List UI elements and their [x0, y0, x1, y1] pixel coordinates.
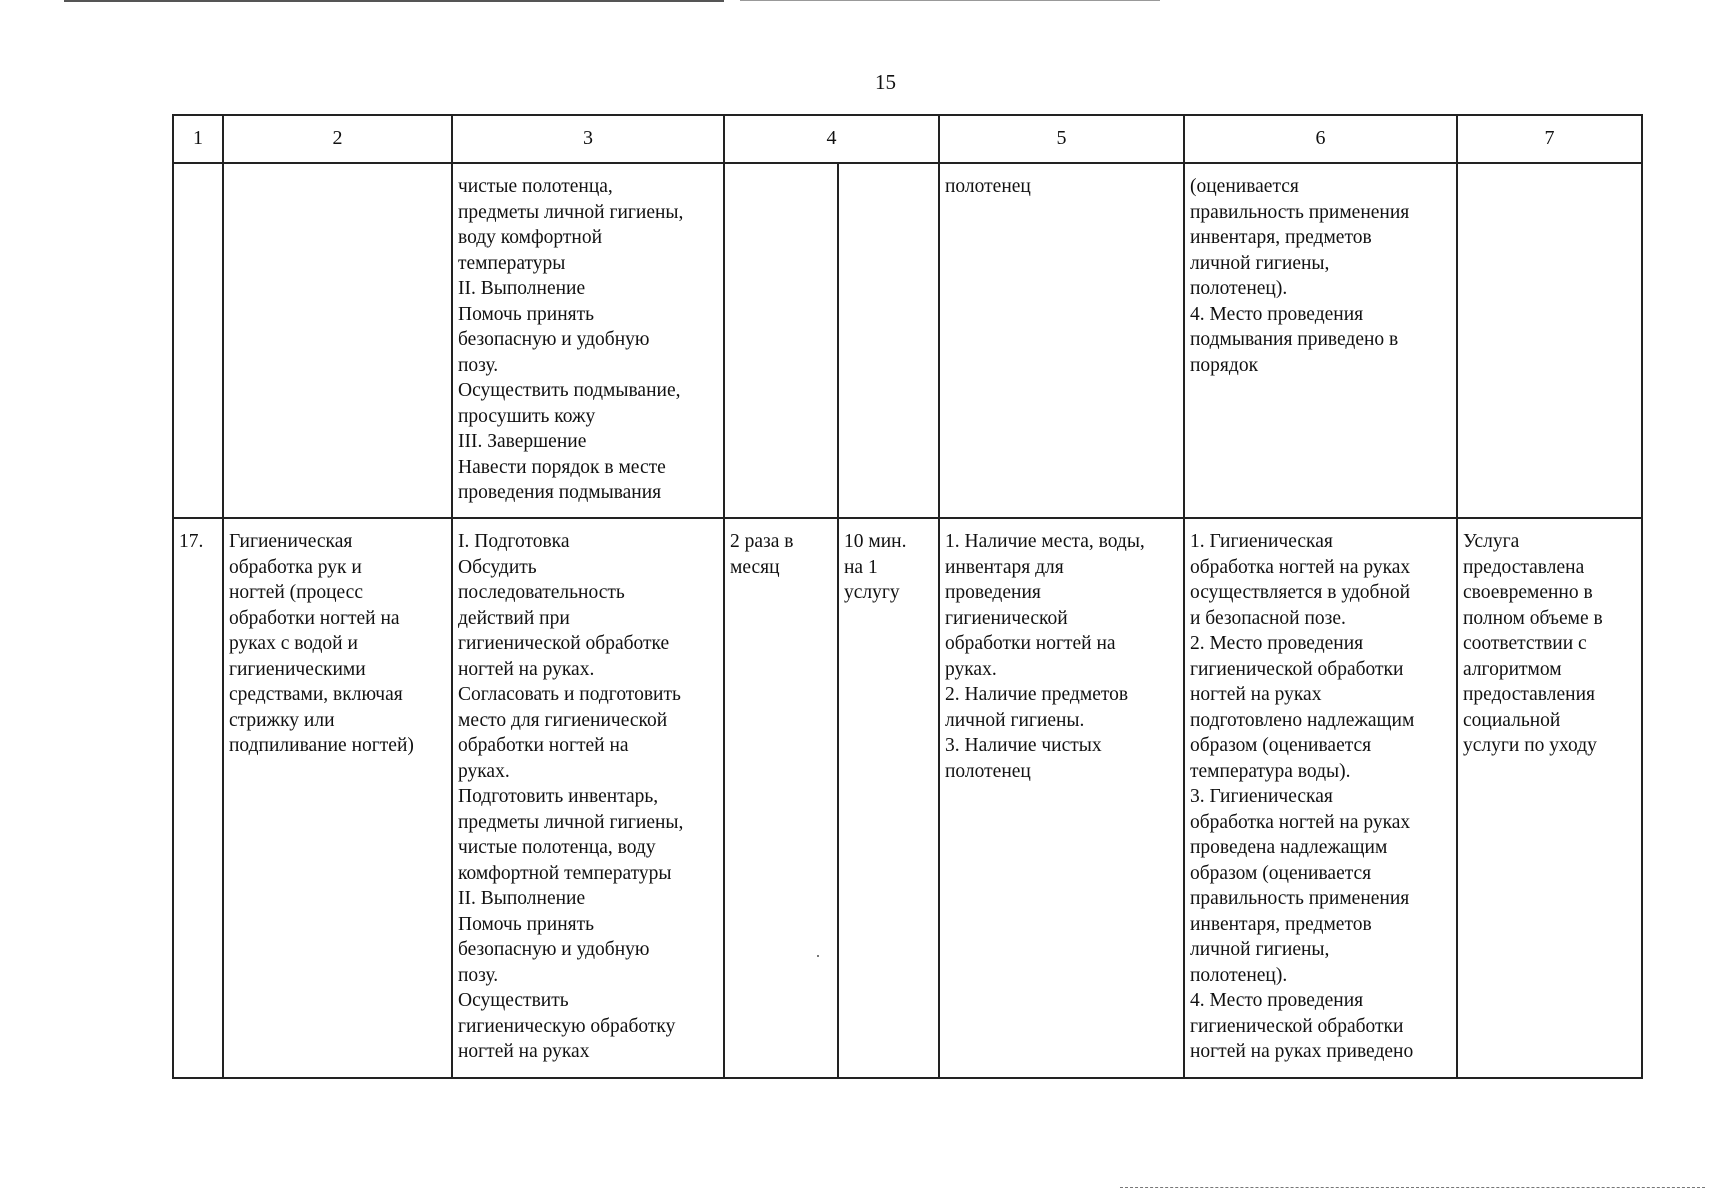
service-table — [172, 114, 1643, 1079]
service-steps-cell: чистые полотенца, предметы личной гигиены, воду комфортной температуры II. Выполнение Помочь принять безопасную и удобную позу. Осуществить подмывание, просушить кожу III. Завершение Навести порядок в месте проведения подмывания — [452, 163, 724, 518]
scan-edge-line — [1120, 1187, 1705, 1189]
quality-criteria-cell: 1. Гигиеническая обработка ногтей на руках осуществляется в удобной и безопасной позе. 2. Место проведения гигиенической обработки ногтей на руках подготовлено надлежащим образом (оценивается температура воды). 3. Гигиеническая обработка ногтей на руках проведена надлежащим образом (оценивается правильность применения инвентаря, предметов личной гигиены, полотенец). 4. Место проведения гигиенической обработки ногтей на руках приведено — [1184, 518, 1457, 1078]
periodicity-cell: 2 раза в месяц — [724, 518, 838, 1078]
duration-cell — [838, 163, 939, 518]
service-name-cell — [223, 163, 452, 518]
table-header-row — [173, 115, 1642, 163]
table-row — [173, 163, 1642, 518]
header-cell: 4 — [724, 115, 939, 163]
scan-edge-line — [740, 0, 1160, 1]
row-number-cell: 17. — [173, 518, 223, 1078]
table-row — [173, 518, 1642, 1078]
header-cell: 3 — [452, 115, 724, 163]
result-cell: Услуга предоставлена своевременно в полном объеме в соответствии с алгоритмом предоставления социальной услуги по уходу — [1457, 518, 1642, 1078]
header-cell: 1 — [173, 115, 223, 163]
result-cell — [1457, 163, 1642, 518]
header-cell: 6 — [1184, 115, 1457, 163]
scan-speck — [817, 955, 819, 957]
service-steps-cell: I. Подготовка Обсудить последовательность действий при гигиенической обработке ногтей на руках. Согласовать и подготовить место для гигиенической обработки ногтей на руках. Подготовить инвентарь, предметы личной гигиены, чистые полотенца, воду комфортной температуры II. Выполнение Помочь принять безопасную и удобную позу. Осуществить гигиеническую обработку ногтей на руках — [452, 518, 724, 1078]
duration-cell: 10 мин. на 1 услугу — [838, 518, 939, 1078]
conditions-cell: 1. Наличие места, воды, инвентаря для проведения гигиенической обработки ногтей на руках. 2. Наличие предметов личной гигиены. 3. Наличие чистых полотенец — [939, 518, 1184, 1078]
header-cell: 7 — [1457, 115, 1642, 163]
row-number-cell — [173, 163, 223, 518]
header-cell: 5 — [939, 115, 1184, 163]
service-name-cell: Гигиеническая обработка рук и ногтей (процесс обработки ногтей на руках с водой и гигиеническими средствами, включая стрижку или подпиливание ногтей) — [223, 518, 452, 1078]
quality-criteria-cell: (оценивается правильность применения инвентаря, предметов личной гигиены, полотенец). 4. Место проведения подмывания приведено в порядок — [1184, 163, 1457, 518]
page-number: 15 — [875, 70, 896, 94]
scan-edge-line — [64, 0, 724, 2]
header-cell: 2 — [223, 115, 452, 163]
periodicity-cell — [724, 163, 838, 518]
conditions-cell: полотенец — [939, 163, 1184, 518]
